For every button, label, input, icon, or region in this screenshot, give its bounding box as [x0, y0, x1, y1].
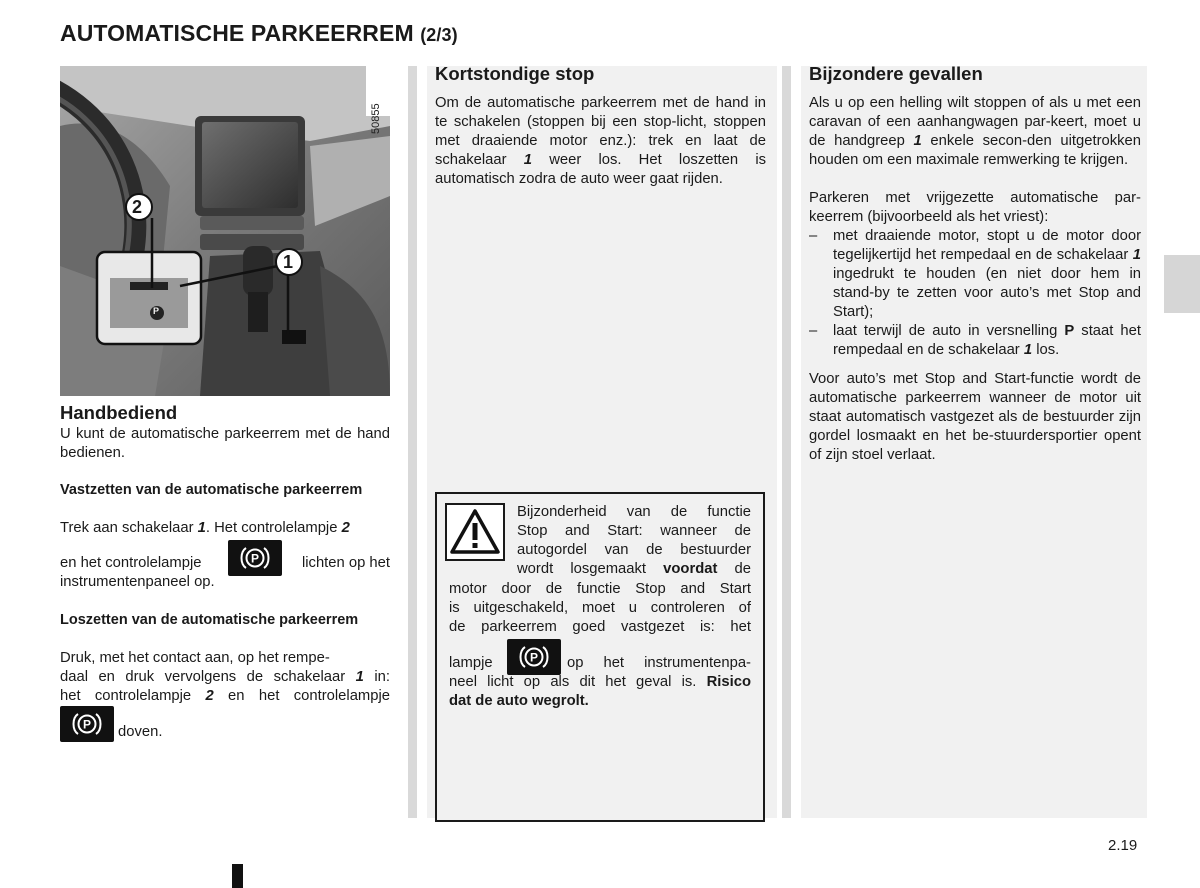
lock-text [60, 519, 390, 538]
page-title-text: AUTOMATISCHE PARKEERREM [60, 20, 414, 46]
kortstondige-ref-1: 1 [523, 152, 532, 168]
warning-l4a: wordt losgemaakt [517, 561, 664, 577]
warning-line-8-right: op het instrumentenpa- [567, 655, 751, 671]
warning-line-4 [517, 560, 751, 579]
svg-text:P: P [82, 717, 92, 732]
page-number: 2.19 [1108, 837, 1138, 854]
bullet1-a: met draaiende motor, stopt u de motor door tegelijkertijd het rempedaal en de schakelaar [833, 228, 1141, 263]
warning-l9a: neel licht op als dit het geval is. [449, 674, 707, 690]
svg-text:P: P [529, 650, 539, 665]
kortstondige-text-a: Om de automatische parkeerrem met de hand in te schakelen (stoppen bij een stop-licht, stoppen met draaiende motor enz.): trek en laat de schakelaar [435, 95, 766, 168]
column-separator [408, 66, 417, 818]
parking-brake-lamp-icon [60, 706, 114, 742]
warning-line-3: autogordel van de bestuurder [517, 542, 751, 558]
warning-l4b: voordat [663, 561, 718, 577]
release-text [60, 649, 390, 706]
bijzondere-gevallen-heading: Bijzondere gevallen [809, 63, 983, 84]
release-heading: Loszetten van de automatische parkeerrem [60, 612, 359, 628]
release-line-3 [60, 687, 390, 706]
bijzondere-p3: Voor auto’s met Stop and Start-functie wordt de automatische parkeerrem wanneer de motor uit staat automatisch vastgezet als de bestuurder zijn gordel losmaakt en het be-stuurdersportier opent of zijn stoel verlaat. [809, 371, 1141, 463]
callout-1-label: 1 [283, 252, 294, 272]
parking-brake-lamp-icon [507, 639, 561, 675]
warning-line-10: dat de auto wegrolt. [449, 693, 589, 709]
release-end: doven. [118, 724, 163, 740]
bijzondere-p2: Parkeren met vrijgezette automatische par-keerrem (bijvoorbeeld als het vriest): [809, 190, 1141, 225]
kortstondige-stop-heading: Kortstondige stop [435, 63, 595, 84]
bijzondere-p1b: enkele secon-den uitgetrokken houden om een maximale remwerking te krijgen. [809, 133, 1141, 168]
warning-triangle-icon [445, 503, 505, 561]
photo-ref-text: 50855 [370, 103, 382, 134]
chapter-tab [1164, 255, 1200, 313]
svg-text:P: P [250, 551, 260, 566]
lock-heading: Vastzetten van de automatische parkeerrem [60, 482, 363, 498]
kortstondige-text-b: weer los. Het loszetten is automatisch zodra de auto weer gaat rijden. [435, 152, 767, 187]
warning-l9b: Risico [706, 674, 751, 690]
bijzondere-list [809, 227, 1141, 360]
lock-text-line3: instrumentenpaneel op. [60, 574, 215, 590]
handbediend-heading: Handbediend [60, 402, 178, 423]
warning-line-9 [449, 673, 751, 692]
list-item [809, 227, 1141, 322]
bullet2-a: laat terwijl de auto in versnelling [833, 323, 1065, 339]
lock-ref-1: 1 [197, 520, 206, 536]
column-separator [782, 66, 791, 818]
bullet1-b: ingedrukt te houden (en niet door hem in stand-by te zetten voor auto’s met Stop and Start); [833, 266, 1141, 320]
warning-line-1: Bijzonderheid van de functie [517, 504, 751, 520]
warning-line-7: de parkeerrem goed vastgezet is: het [449, 619, 751, 635]
release-line-1: Druk, met het contact aan, op het rempe- [60, 650, 330, 666]
lock-text-line2-left: en het controlelampje [60, 555, 202, 571]
photo-ref-number [364, 72, 390, 134]
release-line3b: en het controlelampje [213, 688, 390, 704]
lock-text-line2-right: lichten op het [301, 555, 390, 571]
kortstondige-stop-text [435, 94, 766, 189]
handbediend-intro: U kunt de automatische parkeerrem met de hand bedienen. [60, 426, 390, 461]
release-line2a: daal en druk vervolgens de schakelaar [60, 669, 356, 685]
lock-ref-2: 2 [341, 520, 350, 536]
dashboard-photo [60, 66, 390, 396]
bullet2-ref: 1 [1023, 342, 1033, 358]
page-title-suffix: (2/3) [420, 25, 458, 45]
list-item [809, 322, 1141, 360]
release-ref-1: 1 [355, 669, 364, 685]
footer-mark [232, 864, 243, 888]
list-dash: – [809, 228, 818, 244]
bijzondere-p1-ref: 1 [913, 133, 922, 149]
warning-line-2: Stop and Start: wanneer de [517, 523, 751, 539]
warning-line-8-left: lampje [449, 655, 493, 671]
bijzondere-p1a: Als u op een helling wilt stoppen of als u met een caravan of een aanhangwagen par-keert, moet u de handgreep [809, 95, 1141, 149]
lock-text-a: Trek aan schakelaar [60, 520, 198, 536]
warning-line-6: is uitgeschakeld, moet u controleren of [449, 600, 751, 616]
parking-button-symbol: P [153, 306, 160, 316]
release-line3a: het controlelampje [60, 688, 206, 704]
release-ref-2: 2 [205, 688, 214, 704]
release-line-2 [60, 668, 390, 687]
bullet1-ref: 1 [1132, 247, 1141, 263]
bullet2-c: los. [1032, 342, 1060, 358]
bijzondere-p1 [809, 94, 1141, 170]
callout-2-label: 2 [132, 197, 143, 217]
list-dash: – [809, 323, 818, 339]
bullet2-b: staat het rempedaal en de schakelaar [833, 323, 1141, 358]
release-line2b: in: [363, 669, 390, 685]
parking-brake-lamp-icon [228, 540, 282, 576]
bullet2-p: P [1064, 323, 1075, 339]
page-title [60, 20, 458, 47]
lock-text-b: . Het controlelampje [205, 520, 342, 536]
warning-line-5: motor door de functie Stop and Start [449, 581, 751, 597]
warning-l4c: de [717, 561, 752, 577]
